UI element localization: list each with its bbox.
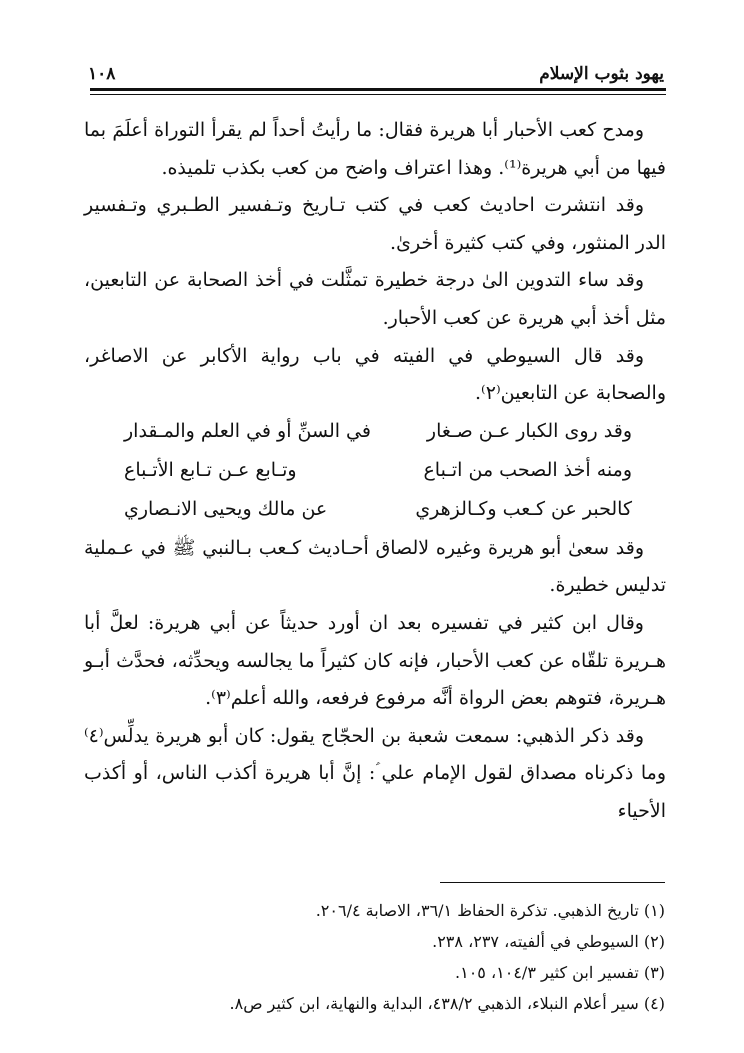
poem-hemistich-left: في السنِّ أو في العلم والمـقدار	[124, 420, 371, 443]
poem-verse	[84, 452, 666, 491]
footnote-separator	[440, 882, 665, 883]
main-text	[84, 112, 666, 831]
footnote: (١) تاريخ الذهبي. تذكرة الحفاظ ٣٦/١، الاصابة ٢٠٦/٤.	[315, 901, 665, 920]
poem-hemistich-left: وتـابع عـن تـابع الأتـباع	[124, 459, 297, 482]
footnote: (٢) السيوطي في ألفيته، ٢٣٧، ٢٣٨.	[432, 932, 665, 951]
poem-verse	[84, 491, 666, 530]
running-title: يهود بثوب الإسلام	[539, 64, 664, 84]
paragraph: وقد ساء التدوين الىٰ درجة خطيرة تمثَّلت في أخذ الصحابة عن التابعين، مثل أخذ أبي هريرة عن كعب الأحبار.	[84, 269, 666, 329]
paragraph: وقد انتشرت احاديث كعب في كتب تـاريخ وتـفسير الطـبري وتـفسير الدر المنثور، وفي كتب كثيرة أخرىٰ.	[84, 194, 666, 254]
poem-verse	[84, 413, 666, 452]
paragraph: وقد قال السيوطي في الفيته في باب رواية الأكابر عن الاصاغر، والصحابة عن التابعين⁽٢⁾.	[84, 344, 666, 405]
paragraph: وقد سعىٰ أبو هريرة وغيره لالصاق أحـاديث كـعب بـالنبي ﷺ في عـملية تدليس خطيرة.	[84, 536, 666, 597]
poem-hemistich-left: عن مالك ويحيى الانـصاري	[124, 498, 328, 521]
paragraph: وقال ابن كثير في تفسيره بعد ان أورد حديثاً عن أبي هريرة: لعلَّ أبا هـريرة تلقّاه عن كعب الأحبار، فإنه كان كثيراً ما يجالسه ويحدِّثه، فحدَّث أبـو هـريرة، فتوهم بعض الرواة أنَّه مرفوع فرفعه، والله أعلم⁽٣⁾.	[84, 611, 666, 710]
paragraph: وقد ذكر الذهبي: سمعت شعبة بن الحجّاج يقول: كان أبو هريرة يدلِّس⁽٤⁾ وما ذكرناه مصداق لقول الإمام علي ؑ: إنَّ أبا هريرة أكذب الناس، أو أكذب الأحياء	[84, 724, 666, 822]
paragraph: ومدح كعب الأحبار أبا هريرة فقال: ما رأيتُ أحداً لم يقرأ التوراة أعلَمَ بما فيها من أبي هريرة⁽¹⁾. وهذا اعتراف واضح من كعب بكذب تلميذه.	[84, 119, 666, 179]
footnotes	[150, 895, 665, 1019]
page-header	[88, 58, 664, 84]
poem-hemistich-right: كالحبر عن كـعب وكـالزهري	[415, 498, 632, 521]
poem-hemistich-right: وقد روى الكبار عـن صـغار	[426, 420, 632, 443]
poem	[84, 413, 666, 530]
header-rule-thin	[90, 94, 666, 95]
footnote: (٤) سير أعلام النبلاء، الذهبي ٤٣٨/٢، البداية والنهاية، ابن كثير ص٨.	[229, 994, 665, 1013]
header-rule-thick	[90, 88, 666, 91]
poem-hemistich-right: ومنه أخذ الصحب من اتـباع	[423, 459, 632, 482]
page-number: ۱۰۸	[88, 64, 116, 84]
footnote: (٣) تفسير ابن كثير ١٠٤/٣، ١٠٥.	[455, 963, 665, 982]
